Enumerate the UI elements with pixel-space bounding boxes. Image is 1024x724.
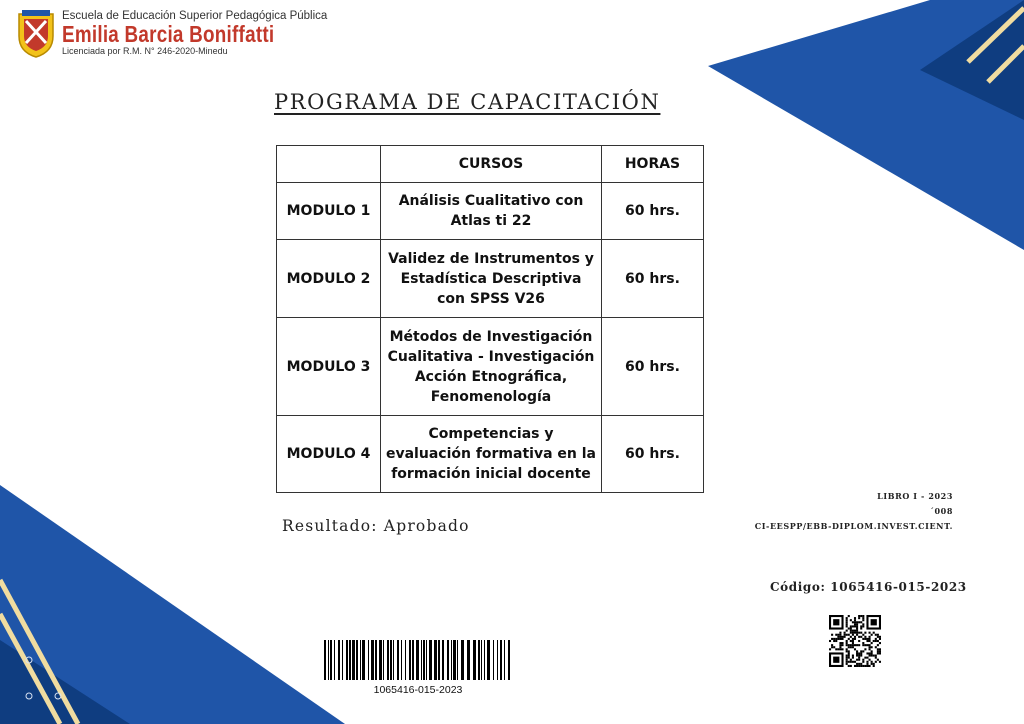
course-cell: Validez de Instrumentos y Estadística Descriptiva con SPSS V26 <box>381 240 602 318</box>
barcode-text: 1065416-015-2023 <box>373 684 463 696</box>
module-cell: MODULO 2 <box>277 240 381 318</box>
school-name: Emilia Barcia Boniffatti <box>62 21 275 47</box>
school-text <box>62 8 327 56</box>
course-cell: Análisis Cualitativo con Atlas ti 22 <box>381 183 602 240</box>
page-title: PROGRAMA DE CAPACITACIÓN <box>274 90 661 114</box>
module-cell: MODULO 1 <box>277 183 381 240</box>
registry-reference: CI-EESPP/EBB-DIPLOM.INVEST.CIENT. <box>754 521 953 531</box>
result-text: Resultado: Aprobado <box>282 517 470 535</box>
registry-folio: ´008 <box>929 506 953 516</box>
school-header <box>16 8 327 58</box>
school-crest-icon <box>16 8 56 58</box>
table-header-row <box>277 146 704 183</box>
barcode <box>322 640 514 696</box>
hours-cell: 60 hrs. <box>602 240 704 318</box>
table-row <box>277 240 704 318</box>
hours-cell: 60 hrs. <box>602 183 704 240</box>
registry-book: LIBRO I - 2023 <box>877 491 953 501</box>
modules-table <box>276 145 704 493</box>
course-cell: Métodos de Investigación Cualitativa - Investigación Acción Etnográfica, Fenomenología <box>381 318 602 416</box>
table-row <box>277 416 704 493</box>
school-license: Licenciada por R.M. N° 246-2020-Minedu <box>62 46 228 56</box>
course-cell: Competencias y evaluación formativa en la formación inicial docente <box>381 416 602 493</box>
qr-code-icon <box>829 615 881 667</box>
table-row <box>277 318 704 416</box>
module-cell: MODULO 3 <box>277 318 381 416</box>
header-hours: HORAS <box>602 146 704 183</box>
module-cell: MODULO 4 <box>277 416 381 493</box>
table-row <box>277 183 704 240</box>
barcode-icon <box>322 640 514 682</box>
school-subtitle: Escuela de Educación Superior Pedagógica Pública <box>62 10 328 22</box>
hours-cell: 60 hrs. <box>602 416 704 493</box>
header-courses: CURSOS <box>381 146 602 183</box>
header-empty-cell <box>277 146 381 183</box>
hours-cell: 60 hrs. <box>602 318 704 416</box>
certificate-code: Código: 1065416-015-2023 <box>770 580 967 594</box>
